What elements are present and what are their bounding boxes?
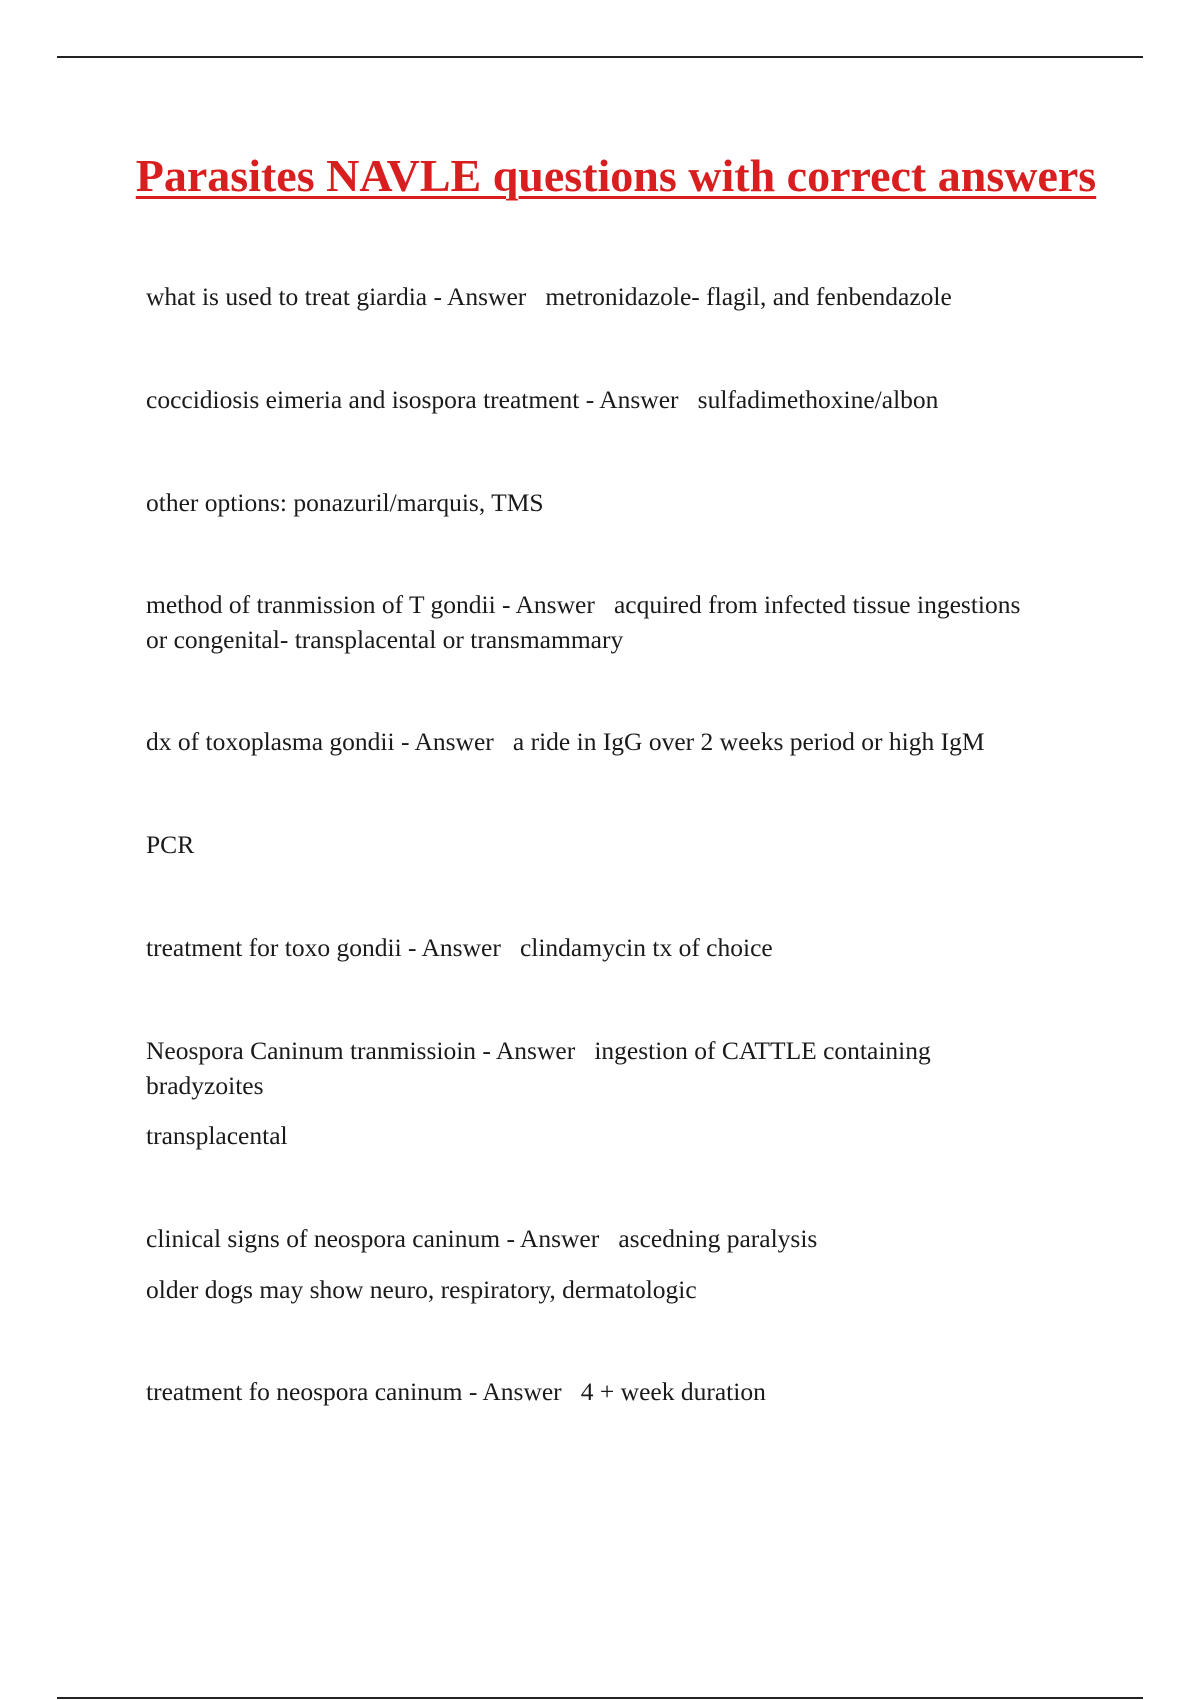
document-title: Parasites NAVLE questions with correct answers	[135, 150, 1097, 201]
toxoplasma-dx-pcr: PCR	[146, 830, 195, 859]
footer-rule	[57, 1697, 1143, 1699]
neospora-transplacental: transplacental	[146, 1121, 288, 1150]
answer-separator: - Answer	[401, 933, 520, 962]
question-text: method of tranmission of T gondii	[146, 590, 496, 619]
qa-item-giardia	[146, 279, 1146, 314]
answer-text: 4 + week duration	[580, 1377, 766, 1406]
answer-text: a ride in IgG over 2 weeks period or high IgM	[512, 727, 985, 756]
neospora-older-dogs: older dogs may show neuro, respiratory, dermatologic	[146, 1275, 697, 1304]
coccidiosis-other-options: other options: ponazuril/marquis, TMS	[146, 488, 544, 517]
qa-item-toxoplasma-dx	[146, 724, 1146, 759]
qa-item-neospora-transmission	[146, 1033, 1046, 1103]
answer-separator: - Answer	[500, 1224, 619, 1253]
question-text: coccidiosis eimeria and isospora treatment	[146, 385, 580, 414]
answer-text: ascedning paralysis	[618, 1224, 818, 1253]
question-text: what is used to treat giardia	[146, 282, 428, 311]
answer-text: ingestion of CATTLE containing bradyzoites	[146, 1036, 938, 1100]
answer-separator: - Answer	[495, 590, 614, 619]
question-text: dx of toxoplasma gondii	[146, 727, 395, 756]
qa-item-t-gondii-transmission	[146, 587, 1026, 657]
answer-text: metronidazole- flagil, and fenbendazole	[545, 282, 952, 311]
qa-item-neospora-treatment	[146, 1374, 1146, 1409]
answer-text: acquired from infected tissue ingestions or congenital- transplacental or transmammary	[146, 590, 1027, 654]
answer-text: clindamycin tx of choice	[519, 933, 773, 962]
answer-separator: - Answer	[579, 385, 698, 414]
qa-item-toxo-treatment	[146, 930, 1146, 965]
answer-separator: - Answer	[427, 282, 546, 311]
answer-text: sulfadimethoxine/albon	[697, 385, 939, 414]
question-text: treatment for toxo gondii	[146, 933, 402, 962]
qa-item-coccidiosis	[146, 382, 1146, 417]
answer-separator: - Answer	[476, 1036, 595, 1065]
answer-separator: - Answer	[394, 727, 513, 756]
question-text: clinical signs of neospora caninum	[146, 1224, 501, 1253]
header-rule	[57, 56, 1143, 58]
qa-item-neospora-clinical-signs	[146, 1221, 1146, 1256]
question-text: treatment fo neospora caninum	[146, 1377, 463, 1406]
question-text: Neospora Caninum tranmissioin	[146, 1036, 477, 1065]
answer-separator: - Answer	[462, 1377, 581, 1406]
